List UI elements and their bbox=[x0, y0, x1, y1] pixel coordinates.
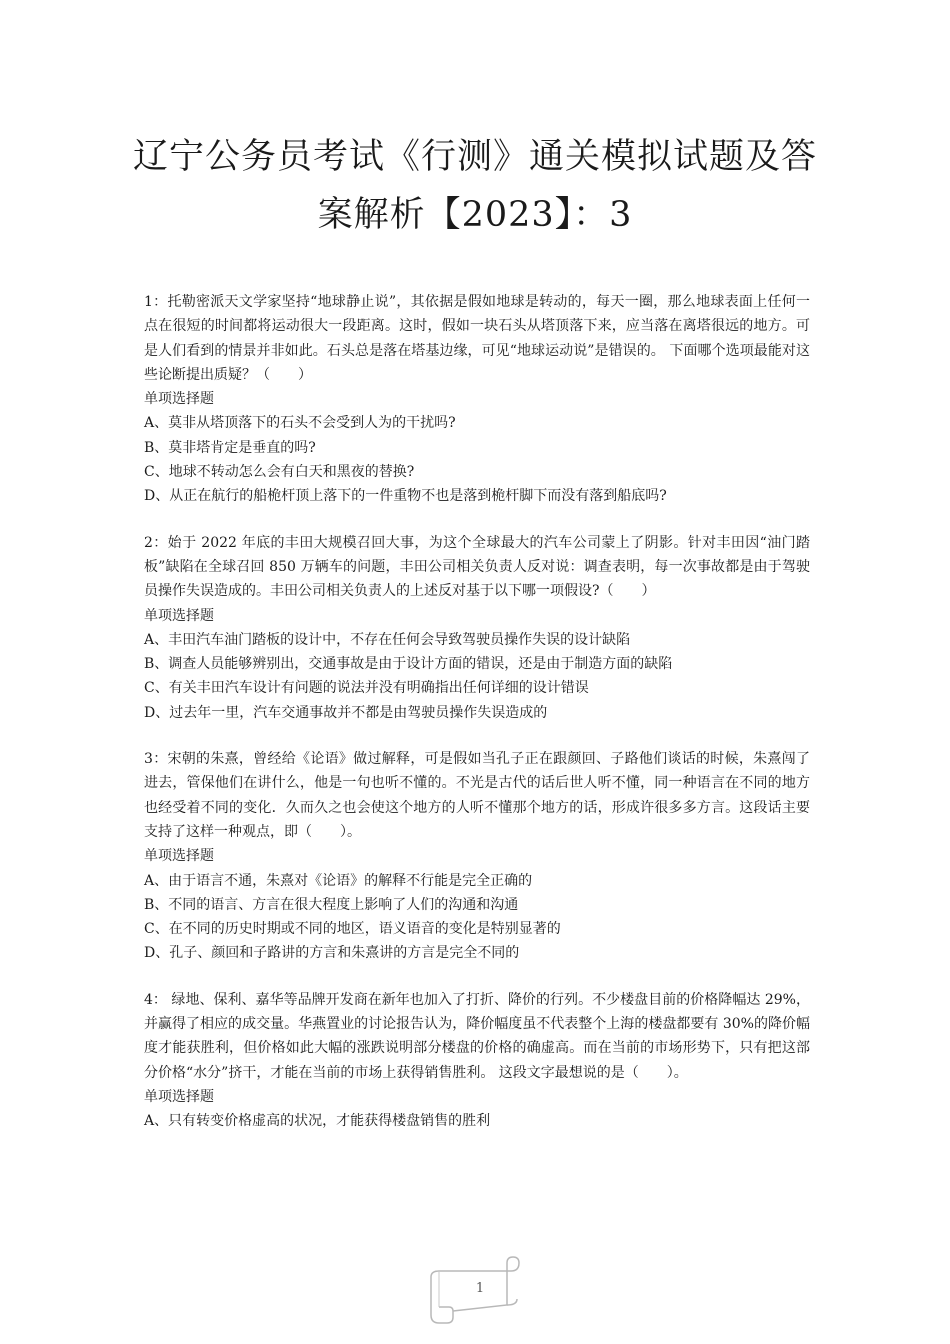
option-b: B、莫非塔肯定是垂直的吗? bbox=[144, 439, 316, 456]
question-type: 单项选择题 bbox=[144, 607, 214, 624]
title-line-2: 案解析【2023】：3 bbox=[317, 195, 633, 235]
page-footer bbox=[425, 1253, 525, 1323]
question-type: 单项选择题 bbox=[144, 848, 214, 865]
question-stem: 1：托勒密派天文学家坚持“地球静止说”，其依据是假如地球是转动的，每天一圈，那么地球表面上任何一点在很短的时间都将运动很大一段距离。这时，假如一块石头从塔顶落下来，应当落在离塔很远的地方。可是人们看到的情景并非如此。石头总是落在塔基边缘，可见“地球运动说”是错误的。 下面哪个选项最能对这些论断提出质疑？（ ） bbox=[144, 294, 810, 383]
option-d: D、孔子、颜回和子路讲的方言和朱熹讲的方言是完全不同的 bbox=[144, 945, 520, 962]
title-line-1: 辽宁公务员考试《行测》通关模拟试题及答 bbox=[132, 137, 817, 177]
question-1 bbox=[144, 290, 810, 509]
document-title bbox=[120, 128, 830, 244]
option-a: A、丰田汽车油门踏板的设计中，不存在任何会导致驾驶员操作失误的设计缺陷 bbox=[144, 631, 631, 648]
option-b: B、调查人员能够辨别出，交通事故是由于设计方面的错误，还是由于制造方面的缺陷 bbox=[144, 656, 673, 673]
page-number: 1 bbox=[475, 1281, 485, 1296]
option-b: B、不同的语言、方言在很大程度上影响了人们的沟通和沟通 bbox=[144, 896, 519, 913]
option-a: A、由于语言不通，朱熹对《论语》的解释不行能是完全正确的 bbox=[144, 872, 533, 889]
question-3 bbox=[144, 747, 810, 966]
option-a: A、莫非从塔顶落下的石头不会受到人为的干扰吗? bbox=[144, 415, 456, 432]
option-c: C、在不同的历史时期或不同的地区，语义语音的变化是特别显著的 bbox=[144, 921, 561, 938]
question-type: 单项选择题 bbox=[144, 391, 214, 408]
option-c: C、有关丰田汽车设计有问题的说法并没有明确指出任何详细的设计错误 bbox=[144, 680, 589, 697]
option-d: D、过去年一里，汽车交通事故并不都是由驾驶员操作失误造成的 bbox=[144, 704, 548, 721]
option-a: A、只有转变价格虚高的状况，才能获得楼盘销售的胜利 bbox=[144, 1113, 491, 1130]
question-type: 单项选择题 bbox=[144, 1088, 214, 1105]
option-d: D、从正在航行的船桅杆顶上落下的一件重物不也是落到桅杆脚下而没有落到船底吗? bbox=[144, 488, 667, 505]
question-stem: 4： 绿地、保利、嘉华等品牌开发商在新年也加入了打折、降价的行列。不少楼盘目前的价格降幅达 29%，并赢得了相应的成交量。华燕置业的讨论报告认为，降价幅度虽不代表整个上海的楼盘都要有 30%的降价幅度才能获胜利，但价格如此大幅的涨跌说明部分楼盘的价格的确虚高。而在当前的市场形势下，只有把这部分价格“水分”挤干，才能在当前的市场上获得销售胜利。 这段文字最想说的是（ ）。 bbox=[144, 991, 810, 1081]
question-list bbox=[144, 290, 810, 1156]
option-c: C、地球不转动怎么会有白天和黑夜的替换? bbox=[144, 464, 415, 481]
question-stem: 2：始于 2022 年底的丰田大规模召回大事，为这个全球最大的汽车公司蒙上了阴影。针对丰田因“油门踏板”缺陷在全球召回 850 万辆车的问题，丰田公司相关负责人反对说：调查表明，每一次事故都是由于驾驶员操作失误造成的。丰田公司相关负责人的上述反对基于以下哪一项假设?（ ） bbox=[144, 534, 810, 600]
question-2 bbox=[144, 531, 810, 725]
question-4 bbox=[144, 988, 810, 1134]
question-stem: 3：宋朝的朱熹，曾经给《论语》做过解释，可是假如当孔子正在跟颜回、子路他们谈话的时候，朱熹闯了进去，管保他们在讲什么，他是一句也听不懂的。不光是古代的话后世人听不懂，同一种语言在不同的地方也经受着不同的变化．久而久之也会使这个地方的人听不懂那个地方的话，形成许很多多方言。这段话主要支持了这样一种观点，即（ ）。 bbox=[144, 751, 810, 840]
